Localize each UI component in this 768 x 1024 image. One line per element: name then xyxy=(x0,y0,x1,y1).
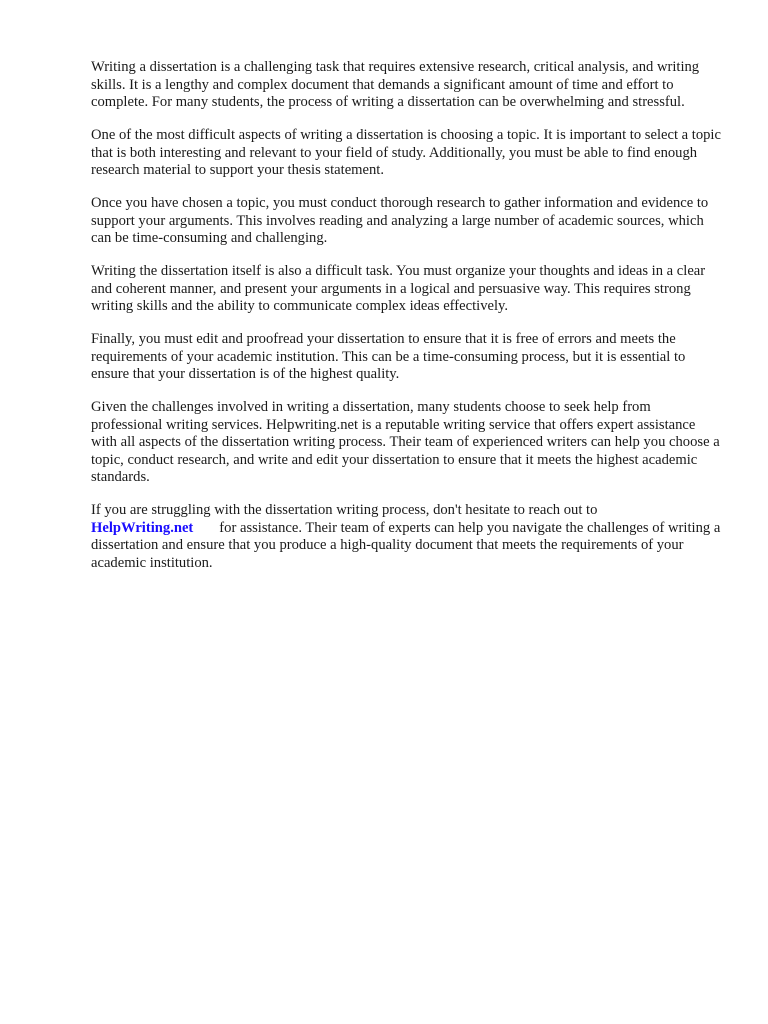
paragraph-research: Once you have chosen a topic, you must conduct thorough research to gather information and evidence to support your arguments. This involves reading and analyzing a large number of academic sources, which can be time-consuming and challenging. xyxy=(91,195,709,246)
closing-text-before-link: If you are struggling with the dissertation writing process, don't hesitate to reach out to xyxy=(91,502,598,518)
paragraph-topic: One of the most difficult aspects of writing a dissertation is choosing a topic. It is important to select a topic that is both interesting and relevant to your field of study. Additionally, you must be able to find enough research material to support your thesis statement. xyxy=(91,127,721,178)
paragraph-services: Given the challenges involved in writing a dissertation, many students choose to seek help from professional writing services. Helpwriting.net is a reputable writing service that offers expert assistance with all aspects of the dissertation writing process. Their team of experienced writers can help you choose a topic, conduct research, and write and edit your dissertation to ensure that it meets the highest academic standards. xyxy=(91,399,720,485)
paragraph-closing xyxy=(91,502,723,572)
document-page xyxy=(91,59,723,588)
paragraph-writing: Writing the dissertation itself is also a difficult task. You must organize your thoughts and ideas in a clear and coherent manner, and present your arguments in a logical and persuasive way. This requires strong writing skills and the ability to communicate complex ideas effectively. xyxy=(91,263,706,314)
paragraph-editing: Finally, you must edit and proofread your dissertation to ensure that it is free of errors and meets the requirements of your academic institution. This can be a time-consuming process, but it is essential to ensure that your dissertation is of the highest quality. xyxy=(91,331,686,382)
closing-text-after-link: for assistance. Their team of experts can help you navigate the challenges of writing a dissertation and ensure that you produce a high-quality document that meets the requirements of your academic institution. xyxy=(91,519,721,571)
helpwriting-link[interactable]: HelpWriting.net xyxy=(91,519,194,536)
paragraph-intro: Writing a dissertation is a challenging task that requires extensive research, critical analysis, and writing skills. It is a lengthy and complex document that demands a significant amount of time and effort to complete. For many students, the process of writing a dissertation can be overwhelming and stressful. xyxy=(91,59,700,110)
